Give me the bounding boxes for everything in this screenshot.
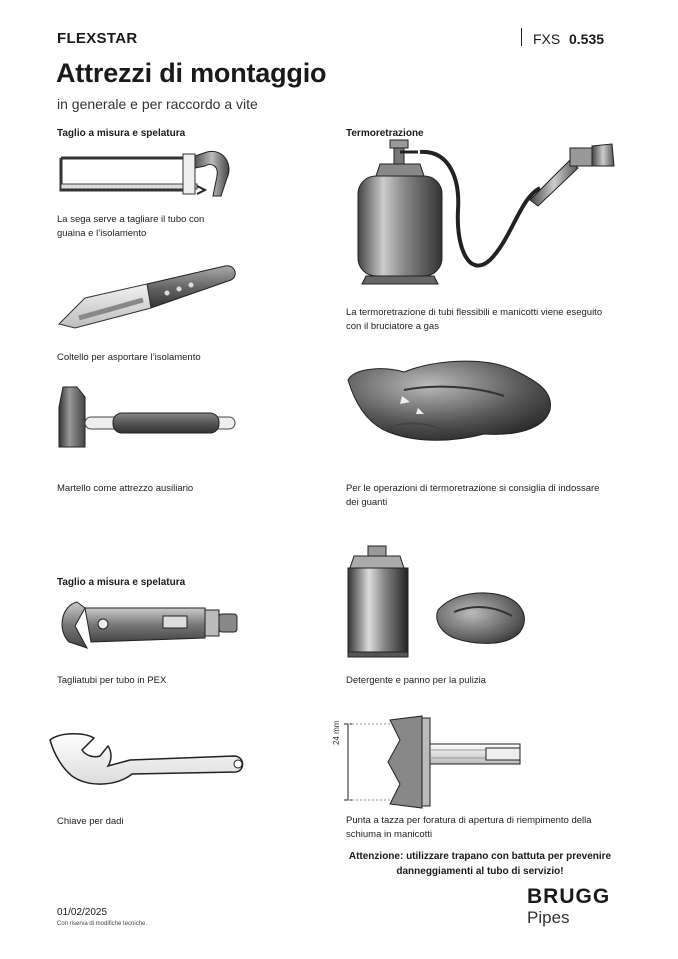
left-section-heading-2: Taglio a misura e spelatura — [57, 577, 186, 588]
gas-caption-line-1: La termoretrazione di tubi flessibili e manicotti viene eseguito — [346, 307, 603, 318]
drill-dimension-label: 24 mm — [332, 720, 341, 745]
page-subtitle: in generale e per raccordo a vite — [57, 96, 258, 112]
wrench-illustration — [48, 730, 248, 790]
hacksaw-illustration — [55, 146, 240, 204]
code-prefix: FXS — [533, 31, 561, 47]
brand-name: FLEXSTAR — [57, 30, 138, 47]
cleaner-caption: Detergente e panno per la pulizia — [346, 675, 486, 686]
brugg-logo-sub: Pipes — [527, 908, 570, 927]
hole-saw-illustration — [336, 714, 536, 812]
publication-date: 01/02/2025 — [57, 907, 108, 918]
saw-caption-line-1: La sega serve a tagliare il tubo con — [57, 214, 205, 225]
knife-illustration — [55, 262, 240, 334]
cleaning-cloth-illustration — [434, 588, 530, 648]
left-section-heading-1: Taglio a misura e spelatura — [57, 128, 186, 139]
knife-caption: Coltello per asportare l’isolamento — [57, 352, 201, 363]
right-section-heading-1: Termoretrazione — [346, 128, 424, 139]
brugg-logo: BRUGG — [527, 885, 611, 908]
drill-caption-line-2: schiuma in manicotti — [346, 829, 433, 840]
saw-caption-line-2: guaina e l’isolamento — [57, 228, 147, 239]
drill-caption-line-1: Punta a tazza per foratura di apertura di riempimento della — [346, 815, 592, 826]
pipe-cutter-illustration — [55, 596, 245, 654]
gloves-caption-line-2: dei guanti — [346, 497, 388, 508]
warning-line-1: Attenzione: utilizzare trapano con battuta per prevenire — [348, 851, 612, 862]
wrench-caption: Chiave per dadi — [57, 816, 124, 827]
gloves-illustration — [344, 350, 564, 450]
technical-note: Con riserva di modifiche tecniche. — [57, 921, 148, 927]
gas-caption-line-2: con il bruciatore a gas — [346, 321, 439, 332]
code-number: 0.535 — [569, 31, 605, 47]
gloves-caption-line-1: Per le operazioni di termoretrazione si consiglia di indossare — [346, 483, 600, 494]
code-divider — [521, 28, 522, 46]
cleaner-can-illustration — [344, 546, 414, 658]
hammer-caption: Martello come attrezzo ausiliario — [57, 483, 194, 494]
warning-line-2: danneggiamenti al tubo di servizio! — [396, 866, 564, 877]
hammer-illustration — [55, 385, 240, 457]
page-title: Attrezzi di montaggio — [56, 58, 327, 88]
cutter-caption: Tagliatubi per tubo in PEX — [57, 675, 167, 686]
gas-burner-illustration — [340, 140, 620, 290]
